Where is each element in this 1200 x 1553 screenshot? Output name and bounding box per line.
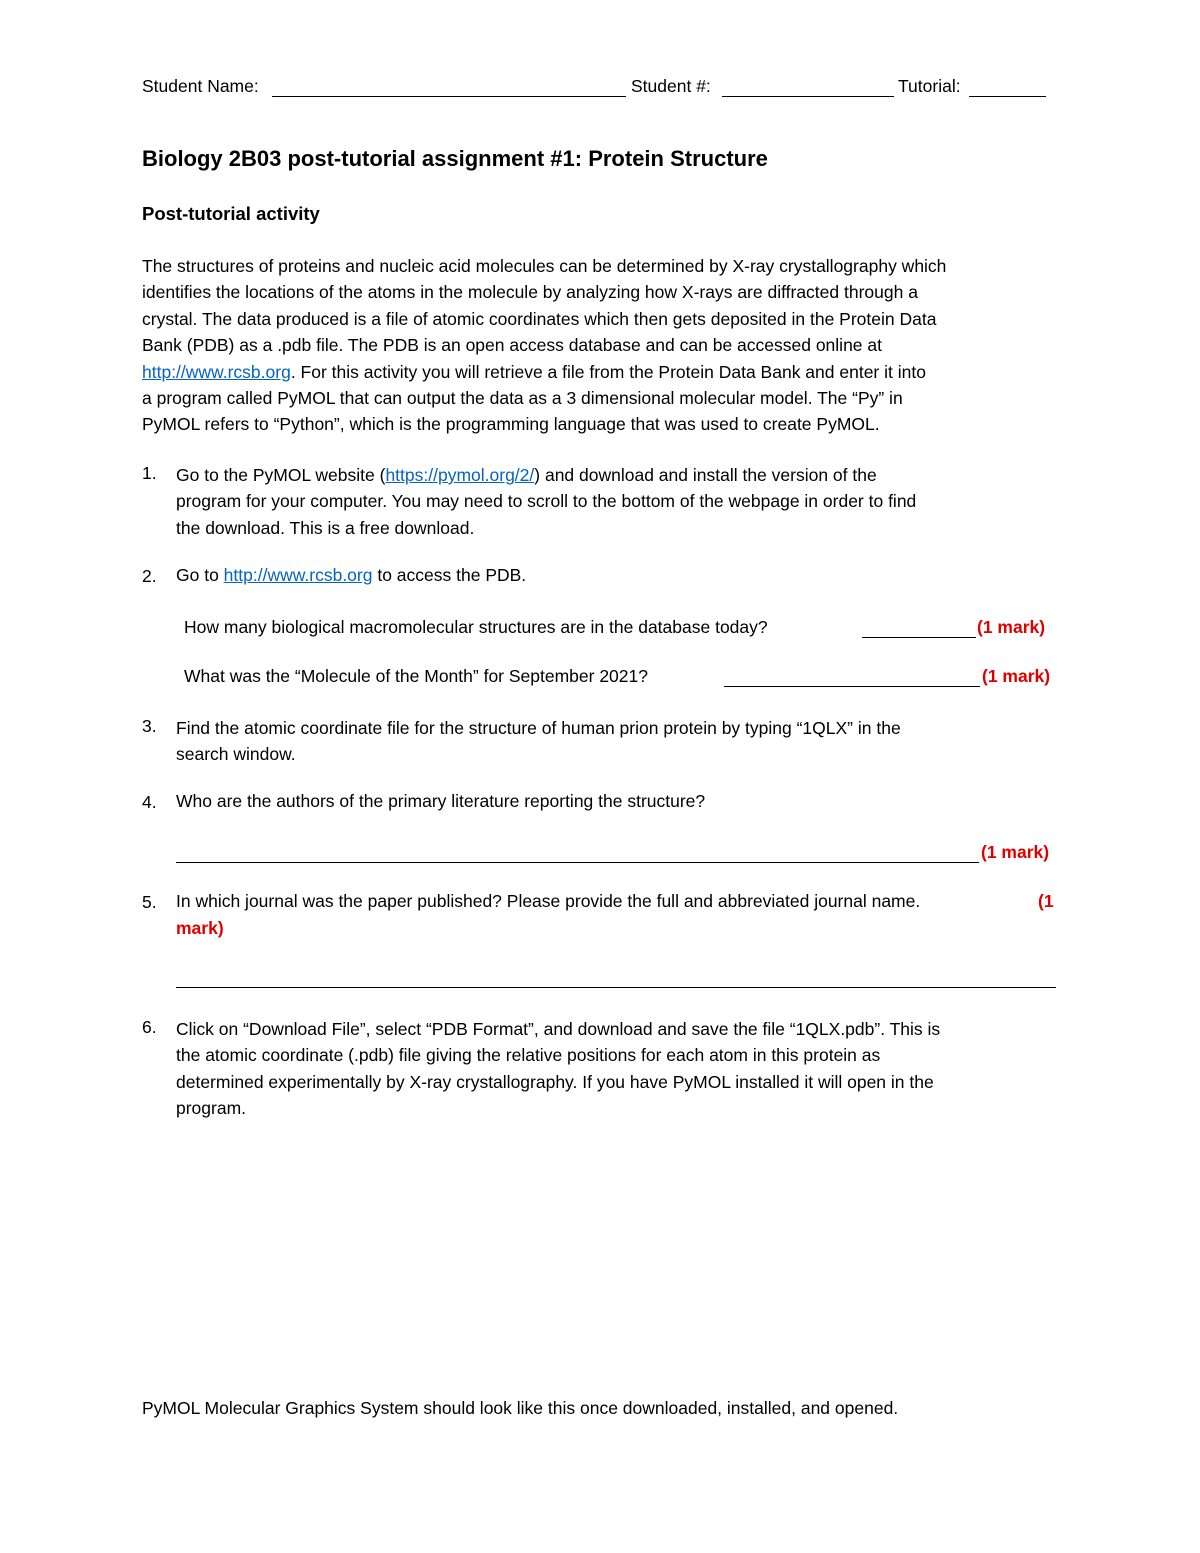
item-number: 2.: [142, 566, 157, 586]
rcsb-link[interactable]: http://www.rcsb.org: [223, 565, 373, 585]
question-molecule-of-month: What was the “Molecule of the Month” for September 2021?: [184, 666, 648, 686]
student-number-blank[interactable]: [722, 96, 894, 97]
intro-line: crystal. The data produced is a file of atomic coordinates which then gets deposited in the Protein Data: [142, 308, 937, 329]
item-1-text: [176, 462, 916, 541]
pymol-link[interactable]: https://pymol.org/2/: [385, 465, 535, 485]
item-number: 6.: [142, 1017, 157, 1037]
item-line-text: ) and download and install the version of the: [534, 465, 877, 485]
item-number: 5.: [142, 892, 157, 912]
mark-badge: (1 mark): [977, 617, 1046, 637]
intro-paragraph: [142, 253, 946, 438]
intro-line: [142, 359, 946, 385]
item-line-text: Go to: [176, 565, 224, 585]
intro-line: identifies the locations of the atoms in the molecule by analyzing how X-rays are diffracted through a: [142, 282, 918, 303]
item-number: 4.: [142, 792, 157, 812]
student-name-label: Student Name:: [142, 76, 259, 96]
item-line: the download. This is a free download.: [176, 517, 475, 538]
item-5-text: In which journal was the paper published? Please provide the full and abbreviated journal name.: [176, 891, 921, 911]
mark-badge: (1 mark): [981, 842, 1050, 862]
item-4-text: Who are the authors of the primary literature reporting the structure?: [176, 791, 706, 811]
student-number-label: Student #:: [631, 76, 711, 96]
item-6-text: [176, 1016, 940, 1122]
mark-badge: (1: [1038, 891, 1054, 911]
item-line: determined experimentally by X-ray crystallography. If you have PyMOL installed it will open in the: [176, 1071, 934, 1092]
item-2-text: [176, 565, 526, 586]
item-number: 3.: [142, 716, 157, 736]
answer-blank[interactable]: [176, 987, 1056, 988]
intro-line: PyMOL refers to “Python”, which is the programming language that was used to create PyMOL.: [142, 414, 880, 435]
item-line: Click on “Download File”, select “PDB Format”, and download and save the file “1QLX.pdb”. This is: [176, 1019, 941, 1039]
item-line-text: Go to the PyMOL website (: [176, 465, 386, 485]
item-line: Find the atomic coordinate file for the structure of human prion protein by typing “1QLX” in the: [176, 718, 901, 738]
item-line: program.: [176, 1098, 247, 1119]
page-title: Biology 2B03 post-tutorial assignment #1: Protein Structure: [142, 146, 768, 171]
mark-badge: (1 mark): [982, 666, 1051, 686]
intro-line-text: . For this activity you will retrieve a file from the Protein Data Bank and enter it into: [290, 361, 926, 382]
item-line-text: to access the PDB.: [372, 565, 527, 585]
intro-line: Bank (PDB) as a .pdb file. The PDB is an open access database and can be accessed online at: [142, 335, 882, 356]
mark-badge: mark): [176, 918, 224, 938]
item-line: search window.: [176, 744, 296, 765]
item-3-text: [176, 715, 901, 768]
footer-text: PyMOL Molecular Graphics System should look like this once downloaded, installed, and opened.: [142, 1398, 899, 1418]
item-line: program for your computer. You may need to scroll to the bottom of the webpage in order to find: [176, 491, 917, 512]
section-heading: Post-tutorial activity: [142, 203, 320, 224]
intro-line: a program called PyMOL that can output the data as a 3 dimensional molecular model. The “Py” in: [142, 388, 903, 409]
item-line: the atomic coordinate (.pdb) file giving the relative positions for each atom in this protein as: [176, 1045, 881, 1066]
answer-blank[interactable]: [862, 637, 976, 638]
item-number: 1.: [142, 463, 157, 483]
item-line: [176, 462, 916, 488]
intro-line: The structures of proteins and nucleic acid molecules can be determined by X-ray crystallography which: [142, 256, 947, 276]
question-structures-count: How many biological macromolecular structures are in the database today?: [184, 617, 768, 637]
tutorial-blank[interactable]: [969, 96, 1046, 97]
rcsb-link[interactable]: http://www.rcsb.org: [142, 361, 291, 382]
student-name-blank[interactable]: [272, 96, 626, 97]
answer-blank[interactable]: [724, 686, 980, 687]
tutorial-label: Tutorial:: [898, 76, 961, 96]
answer-blank[interactable]: [176, 862, 979, 863]
